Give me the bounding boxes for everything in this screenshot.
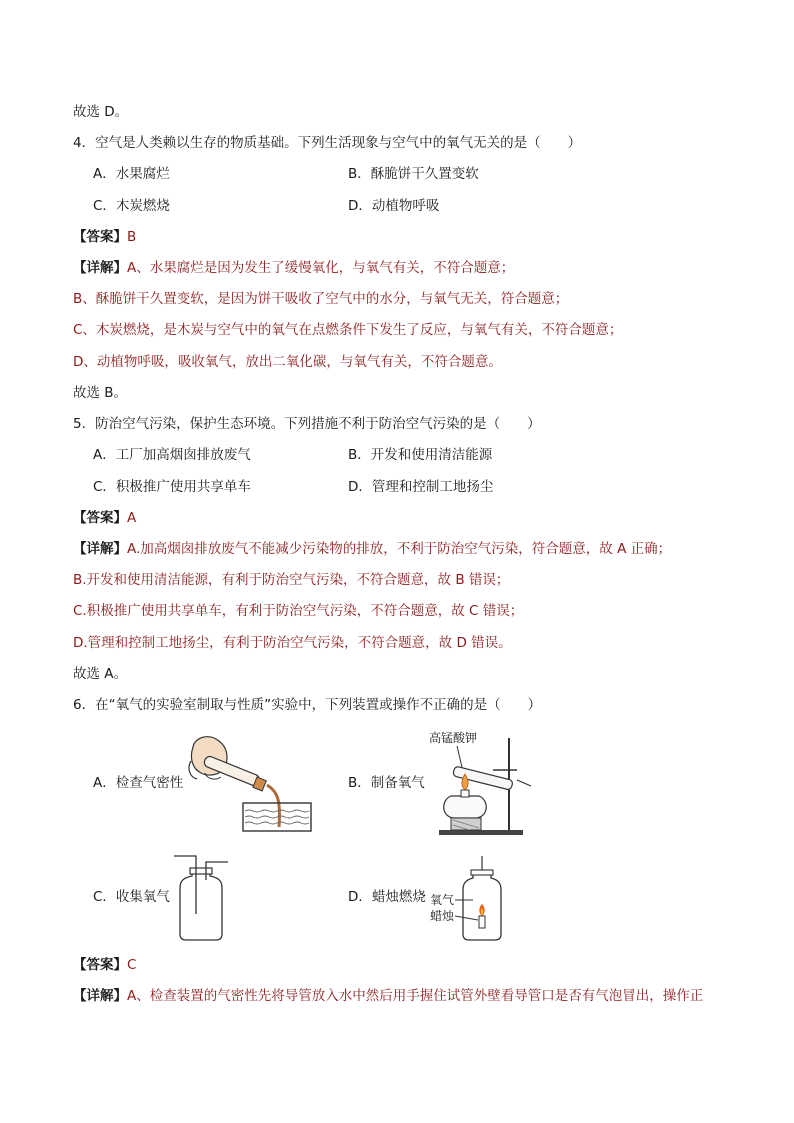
q5-detail-line: B.开发和使用清洁能源，有利于防治空气污染，不符合题意，故 B 错误； [73, 572, 510, 588]
q6-detail-text: A、检查装置的气密性先将导管放入水中然后用手握住试管外壁看导管口是否有气泡冒出，操作正 [127, 988, 704, 1004]
q4-detail-text: A、水果腐烂是因为发生了缓慢氧化，与氧气有关，不符合题意； [127, 260, 515, 276]
q5-detail-label: 【详解】 [73, 541, 127, 557]
gas-bottle-icon [180, 868, 222, 940]
q6-option-a: A．检查气密性 [93, 775, 184, 791]
q4-option-a: A．水果腐烂 [93, 166, 170, 182]
q6-option-d: D．蜡烛燃烧 [348, 889, 426, 905]
q6-answer-value: C [127, 957, 137, 973]
q5-stem: 5．防治空气污染，保护生态环境。下列措施不利于防治空气污染的是（ ） [73, 416, 541, 432]
delivery-tube-icon [267, 785, 280, 827]
q4-option-b: B．酥脆饼干久置变软 [348, 166, 479, 182]
q5-detail-line: C.积极推广使用共享单车，有利于防治空气污染，不符合题意，故 C 错误； [73, 603, 524, 619]
q6-option-c: C．收集氧气 [93, 889, 170, 905]
candle-label: 蜡烛 [430, 909, 455, 923]
q4-answer [73, 227, 136, 247]
q4-detail-line [73, 258, 514, 278]
q4-detail-label: 【详解】 [73, 260, 127, 276]
q5-answer-value: A [127, 510, 137, 526]
q4-answer-label: 【答案】 [73, 229, 127, 245]
q5-answer [73, 508, 136, 528]
q5-detail-text: A.加高烟囱排放废气不能减少污染物的排放，不利于防治空气污染，符合题意，故 A 正确； [127, 541, 672, 557]
kmno4-label: 高锰酸钾 [429, 731, 478, 745]
airtightness-check-figure [185, 733, 315, 833]
q4-option-d: D．动植物呼吸 [348, 198, 440, 214]
q4-answer-value: B [127, 229, 137, 245]
q5-conclusion: 故选 A。 [73, 666, 128, 682]
q4-conclusion: 故选 B。 [73, 385, 128, 401]
q6-stem: 6．在“氧气的实验室制取与性质”实验中，下列装置或操作不正确的是（ ） [73, 697, 542, 713]
oxygen-collection-figure [172, 852, 232, 942]
q4-option-c: C．木炭燃烧 [93, 198, 170, 214]
q5-option-c: C．积极推广使用共享单车 [93, 479, 251, 495]
oxygen-preparation-figure [425, 728, 535, 840]
q4-detail-line: B、酥脆饼干久置变软，是因为饼干吸收了空气中的水分，与氧气无关，符合题意； [73, 291, 569, 307]
q6-answer-label: 【答案】 [73, 957, 127, 973]
q4-stem: 4．空气是人类赖以生存的物质基础。下列生活现象与空气中的氧气无关的是（ ） [73, 135, 582, 151]
water-trough-icon [243, 803, 311, 831]
candle-icon [479, 916, 485, 928]
q6-answer [73, 955, 136, 975]
prev-conclusion: 故选 D。 [73, 104, 129, 120]
q4-detail-line: C、木炭燃烧，是木炭与空气中的氧气在点燃条件下发生了反应，与氧气有关，不符合题意； [73, 322, 623, 338]
q5-answer-label: 【答案】 [73, 510, 127, 526]
q5-detail-line [73, 539, 671, 559]
oxygen-label: 氧气 [430, 893, 455, 907]
q6-detail-line [73, 986, 703, 1006]
q6-detail-label: 【详解】 [73, 988, 127, 1004]
q4-detail-line: D、动植物呼吸，吸收氧气，放出二氧化碳，与氧气有关，不符合题意。 [73, 354, 502, 370]
q5-option-a: A．工厂加高烟囱排放废气 [93, 447, 251, 463]
q5-option-b: B．开发和使用清洁能源 [348, 447, 493, 463]
candle-burning-figure [425, 852, 515, 942]
q6-option-b: B．制备氧气 [348, 775, 425, 791]
q5-detail-line: D.管理和控制工地扬尘，有利于防治空气污染，不符合题意，故 D 错误。 [73, 635, 512, 651]
q5-option-d: D．管理和控制工地扬尘 [348, 479, 494, 495]
